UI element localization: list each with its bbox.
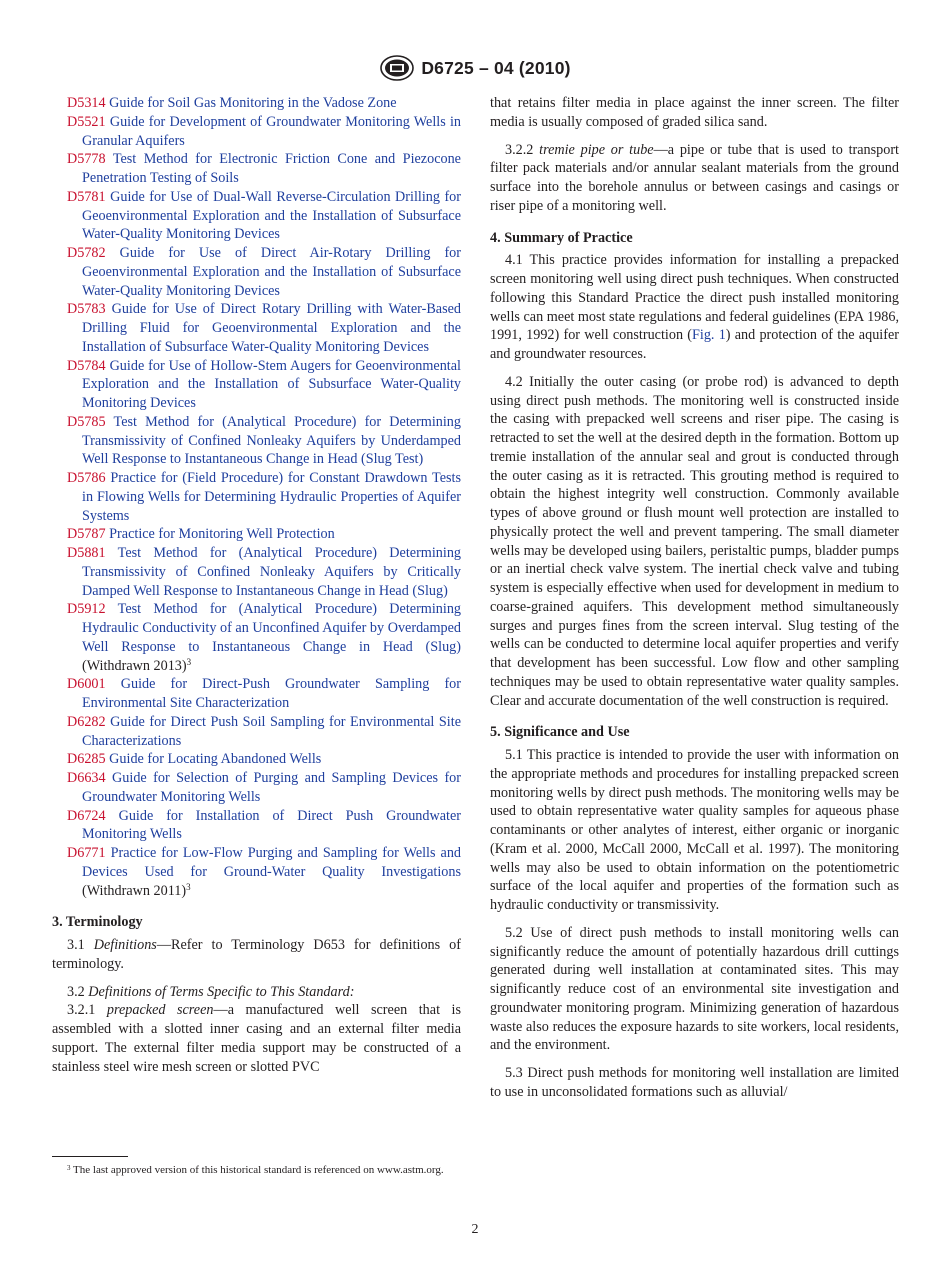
ref-d5782[interactable]: D5782 Guide for Use of Direct Air-Rotary Drilling for Geoenvironmental Exploration and the Installation of Subsurface Water-Quality Monitoring Devices — [67, 245, 462, 299]
ref-d6634[interactable]: D6634 Guide for Selection of Purging and Sampling Devices for Groundwater Monitoring Wells — [67, 770, 461, 805]
ref-d5912[interactable]: D5912 Test Method for (Analytical Procedure) Determining Hydraulic Conductivity of an Unconfined Aquifer by Overdamped Well Response to Instantaneous Change in Head (Slug) (Withdrawn 2013)$^3$ — [67, 601, 462, 674]
page-header — [0, 54, 950, 87]
ref-d6724[interactable]: D6724 Guide for Installation of Direct Push Groundwater Monitoring Wells — [67, 807, 462, 843]
ref-d5881[interactable]: D5881 Test Method for (Analytical Procedure) Determining Transmissivity of Confined Nonleaky Aquifers by Critically Damped Well Response to Instantaneous Change in Head (Slug) — [67, 545, 462, 599]
right-column — [490, 94, 899, 1102]
paragraph-3-1: 3.1 Definitions—Refer to Terminology D653 for definitions of terminology. — [52, 937, 461, 972]
paragraph-5-2: 5.2 Use of direct push methods to install monitoring wells can significantly reduce the amount of potentially hazardous drill cuttings generated during well installation at contaminated sites. This may significantly reduce cost of an environmental site investigation and groundwater monitoring program. Minimizing generation of hazardous waste also reduces the exposure hazards to site workers, local residents, and the environment. — [490, 924, 899, 1054]
section-heading-terminology: 3. Terminology — [52, 914, 143, 931]
paragraph-3-2: 3.2 Definitions of Terms Specific to This Standard: — [67, 983, 355, 1000]
footnote-mark: 3 — [186, 881, 191, 892]
paragraph-4-1: 4.1 This practice provides information for installing a prepacked screen monitoring well using direct push techniques. When constructed following this Standard Practice the direct push installed monitoring wells can meet most state regulations and federal guidelines (EPA 1986, 1991, 1992) for well construction (Fig. 1) and protection of the aquifer and groundwater resources. — [490, 252, 899, 362]
section-heading-significance: 5. Significance and Use — [490, 724, 630, 741]
ref-d5786[interactable]: D5786 Practice for (Field Procedure) for Constant Drawdown Tests in Flowing Wells for Determining Hydraulic Properties of Aquifer Systems — [67, 470, 462, 524]
ref-d6771[interactable]: D6771 Practice for Low-Flow Purging and Sampling for Wells and Devices Used for Ground-Water Quality Investigations (Withdrawn 2011)$^3$ — [67, 845, 462, 899]
ref-d5785[interactable]: D5785 Test Method for (Analytical Procedure) for Determining Transmissivity of Confined Nonleaky Aquifers by Underdamped Well Response to Instantaneous Change in Head (Slug Test) — [67, 413, 461, 468]
figure-1-link[interactable]: Fig. 1 — [692, 327, 726, 344]
section-heading-summary: 4. Summary of Practice — [490, 229, 633, 246]
ref-d5521[interactable]: D5521 Guide for Development of Groundwater Monitoring Wells in Granular Aquifers — [67, 113, 462, 149]
ref-d6001[interactable]: D6001 Guide for Direct-Push Groundwater Sampling for Environmental Site Characterization — [67, 676, 461, 711]
paragraph-5-1: 5.1 This practice is intended to provide the user with information on the appropriate methods and procedures for installing prepacked screen monitoring wells by direct push methods. The monitoring wells may be used to obtain representative water quality samples for aqueous phase contaminants or other analytes of interest, either organic or inorganic (Kram et al. 2000, McCall 2000, McCall et al. 1997). The monitoring wells may also be used to obtain information on the potentiometric surface of the local aquifer and properties of the formation such as hydraulic conductivity or transmissivity. — [490, 747, 899, 913]
paragraph-5-3: 5.3 Direct push methods for monitoring well installation are limited to use in unconsolidated formations such as alluvial/ — [490, 1065, 899, 1100]
left-column — [52, 94, 461, 1076]
paragraph-3-2-1: 3.2.1 prepacked screen—a manufactured well screen that is assembled with a slotted inner casing and an external filter media support. The external filter media support may be constructed of a stainless steel wire mesh screen or slotted PVC — [52, 1002, 462, 1075]
referenced-documents-list — [52, 94, 461, 900]
page-number: 2 — [471, 1222, 479, 1237]
paragraph-4-2: 4.2 Initially the outer casing (or probe rod) is advanced to depth using direct push methods. The monitoring well is constructed inside the casing with prepacked well screens and riser pipe. The casing is retracted to set the well at the desired depth in the formation. Bottom up tremie installation of the annular seal and grout is conducted through the outer casing as it is retracted. This grouting method is required to obtain the highest integrity well construction. Commonly available types of above ground or flush mount well protection are installed to physically protect the well and prevent tampering. The small diameter wells may be developed using bailers, peristaltic pumps, bladder pumps or an inertial check valve system. The inertial check valve and tubing system is especially effective when used for development in medium to coarse-grained aquifers. This development method simultaneously surges and purges fines from the screen interval. Slug testing of the wells can be conducted to determine local aquifer properties and verify that development has been successful. Low flow and other sampling techniques may be used to obtain representative water quality samples. Clear and accurate documentation of the well construction is required. — [490, 373, 899, 709]
paragraph-3-2-2: 3.2.2 tremie pipe or tube—a pipe or tube that is used to transport filter pack materials and/or annular sealant materials from the ground surface into the borehole annulus or between casings and casings or riser pipe of a monitoring well. — [490, 141, 900, 214]
footnote-divider — [52, 1156, 128, 1157]
footnote-mark: 3 — [186, 656, 192, 667]
ref-d5781[interactable]: D5781 Guide for Use of Dual-Wall Reverse-Circulation Drilling for Geoenvironmental Exploration and the Installation of Subsurface Water-Quality Monitoring Devices — [67, 188, 461, 243]
standard-designation: D6725 – 04 (2010) — [421, 57, 571, 78]
ref-d5778[interactable]: D5778 Test Method for Electronic Friction Cone and Piezocone Penetration Testing of Soils — [67, 151, 461, 186]
ref-d6285[interactable]: D6285 Guide for Locating Abandoned Wells — [67, 751, 322, 768]
ref-d5787[interactable]: D5787 Practice for Monitoring Well Protection — [67, 526, 335, 543]
ref-d5314[interactable]: D5314 Guide for Soil Gas Monitoring in the Vadose Zone — [67, 95, 397, 111]
ref-d5783[interactable]: D5783 Guide for Use of Direct Rotary Drilling with Water-Based Drilling Fluid for Geoenvironmental Exploration and the Installation of Subsurface Water-Quality Monitoring Devices — [67, 301, 461, 355]
ref-d5784[interactable]: D5784 Guide for Use of Hollow-Stem Augers for Geoenvironmental Exploration and the Installation of Subsurface Water-Quality Monitoring Devices — [67, 357, 461, 411]
paragraph-3-2-1-continued: that retains filter media in place against the inner screen. The filter media is usually composed of graded silica sand. — [490, 95, 899, 130]
ref-d6282[interactable]: D6282 Guide for Direct Push Soil Sampling for Environmental Site Characterizations — [67, 713, 461, 749]
astm-logo-icon — [379, 54, 415, 82]
footnote-3: $^3$ The last approved version of this historical standard is referenced on www.astm.org. — [67, 1164, 444, 1176]
